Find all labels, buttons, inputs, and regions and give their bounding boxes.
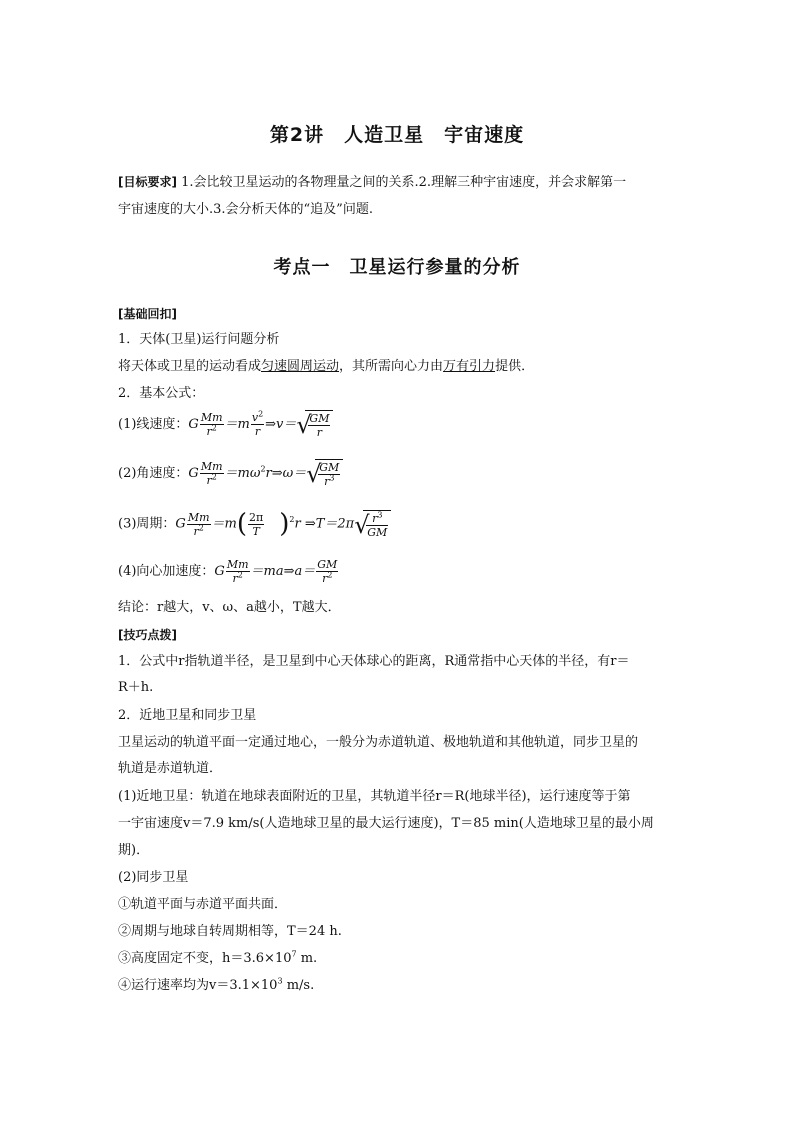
tips-p2-line-2: 轨道是赤道轨道．	[118, 761, 223, 776]
tips-label: [技巧点拨]	[118, 628, 177, 642]
goals-line-2: 宇宙速度的大小.3.会分析天体的“追及”问题.	[118, 202, 373, 217]
underlined-term: 匀速圆周运动	[261, 359, 340, 374]
underlined-term: 万有引力	[443, 359, 496, 374]
section-title: 考点一 卫星运行参量的分析	[273, 257, 521, 278]
tips-p4-title: (2)同步卫星	[118, 870, 189, 885]
basics-item-2-title: 2．基本公式：	[118, 386, 205, 401]
lecture-title: 第2讲 人造卫星 宇宙速度	[269, 124, 525, 146]
tips-p1-line-1: 1．公式中r指轨道半径，是卫星到中心天体球心的距离，R通常指中心天体的半径，有r＝	[118, 654, 630, 669]
tips-p2-title: 2．近地卫星和同步卫星	[118, 708, 257, 723]
goals-line-1	[118, 173, 678, 192]
tips-p1-line-2: R＋h.	[118, 680, 154, 695]
sync-item-2: ②周期与地球自转周期相等，T＝24 h.	[118, 924, 342, 939]
basics-item-1-title: 1．天体(卫星)运行问题分析	[118, 332, 280, 347]
goals-text-1: 1.会比较卫星运动的各物理量之间的关系.2.理解三种宇宙速度，并会求解第一	[181, 175, 627, 190]
tips-p3-line-2: 一宇宙速度v＝7.9 km/s(人造地球卫星的最大运行速度)，T＝85 min(人造地球卫星的最小周	[118, 816, 654, 831]
conclusion-text: 结论：r越大，v、ω、a越小，T越大．	[118, 600, 341, 615]
sync-item-1: ①轨道平面与赤道平面共面．	[118, 897, 288, 912]
sync-item-3: ③高度固定不变，$h=3.6\times 10^7$ m.	[118, 949, 318, 966]
formula-angular-velocity: (2)角速度：G $\frac{Mm}{r^2}$ $=m\omega^2r\Rightarrow\omega=$ √ $\frac{GM}{r^3}$	[118, 459, 343, 488]
basics-label: [基础回扣]	[118, 307, 177, 321]
formula-centripetal-acceleration: (4)向心加速度：G $\frac{Mm}{r^2}$ ＝ma⇒a＝ $\frac{GM}{r^2}$	[118, 558, 338, 585]
tips-p3-line-3: 期)．	[118, 843, 150, 858]
basics-item-1-text: 将天体或卫星的运动看成匀速圆周运动，其所需向心力由万有引力提供．	[118, 359, 535, 374]
sync-item-4: ④运行速率均为$v=3.1\times 10^3$ m/s.	[118, 976, 315, 993]
formula-period: (3)周期：G $\frac{Mm}{r^2}$ ＝m( $\frac{2\pi}{T}$ )$^2$r ⇒T＝2π √ $\frac{r^3}{GM}$	[118, 509, 391, 539]
tips-p3-line-1: (1)近地卫星：轨道在地球表面附近的卫星，其轨道半径r＝R(地球半径)，运行速度等于第	[118, 789, 631, 804]
tips-p2-line-1: 卫星运动的轨道平面一定通过地心，一般分为赤道轨道、极地轨道和其他轨道，同步卫星的	[118, 735, 639, 750]
formula-linear-velocity: (1)线速度：G $\frac{Mm}{r^2}$ ＝m $\frac{v^2}{r}$ ⇒v＝ √ $\frac{GM}{r}$	[118, 410, 333, 439]
goals-label: [目标要求]	[118, 175, 177, 189]
